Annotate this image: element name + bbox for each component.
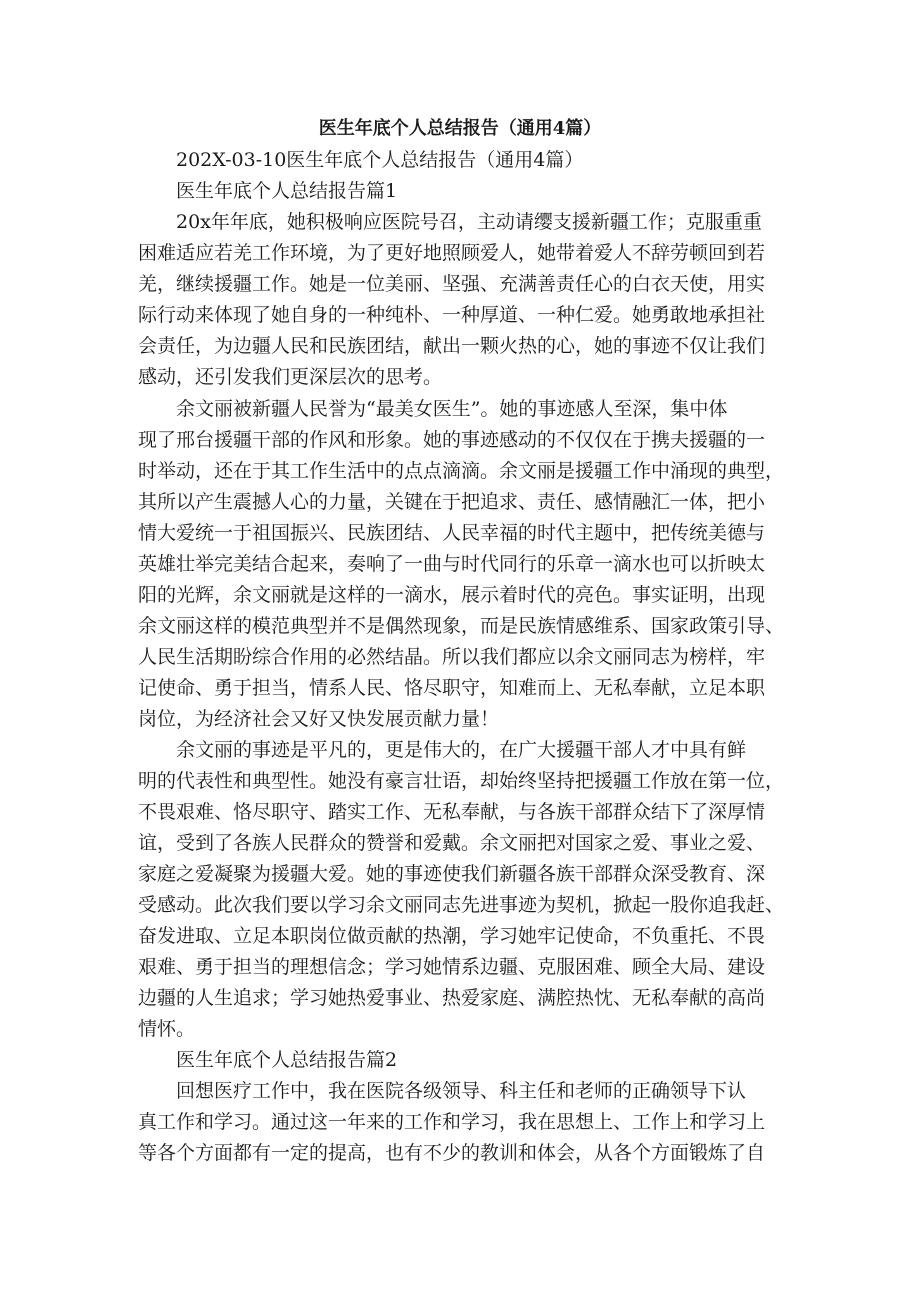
paragraph-line: 20x年年底，她积极响应医院号召，主动请缨支援新疆工作；克服重重 — [176, 211, 762, 233]
paragraph-line: 艰难、勇于担当的理想信念；学习她情系边疆、克服困难、顾全大局、建设 — [138, 956, 766, 978]
paragraph-line: 岗位，为经济社会又好又快发展贡献力量！ — [138, 708, 500, 730]
document-title: 医生年底个人总结报告（通用4篇） — [318, 118, 602, 139]
paragraph-line: 不畏艰难、恪尽职守、踏实工作、无私奉献，与各族干部群众结下了深厚情 — [138, 801, 766, 823]
paragraph-line: 情大爱统一于祖国振兴、民族团结、人民幸福的时代主题中，把传统美德与 — [138, 522, 766, 544]
paragraph-line: 谊，受到了各族人民群众的赞誉和爱戴。余文丽把对国家之爱、事业之爱、 — [138, 832, 766, 854]
paragraph-line: 余文丽这样的模范典型并不是偶然现象，而是民族情感维系、国家政策引导、 — [138, 615, 785, 637]
section-heading-1: 医生年底个人总结报告篇1 — [176, 180, 398, 202]
paragraph-line: 英雄壮举完美结合起来，奏响了一曲与时代同行的乐章一滴水也可以折映太 — [138, 553, 766, 575]
paragraph-line: 困难适应若羌工作环境，为了更好地照顾爱人，她带着爱人不辞劳顿回到若 — [138, 242, 766, 264]
paragraph-line: 阳的光辉，余文丽就是这样的一滴水，展示着时代的亮色。事实证明，出现 — [138, 584, 766, 606]
paragraph-line: 际行动来体现了她自身的一种纯朴、一种厚道、一种仁爱。她勇敢地承担社 — [138, 304, 766, 326]
paragraph-line: 余文丽的事迹是平凡的，更是伟大的，在广大援疆干部人才中具有鲜 — [176, 739, 747, 761]
paragraph-line: 真工作和学习。通过这一年来的工作和学习，我在思想上、工作上和学习上 — [138, 1111, 766, 1133]
date-line: 202X-03-10医生年底个人总结报告（通用4篇） — [176, 149, 584, 171]
paragraph-line: 明的代表性和典型性。她没有豪言壮语，却始终坚持把援疆工作放在第一位， — [138, 770, 785, 792]
paragraph-line: 边疆的人生追求；学习她热爱事业、热爱家庭、满腔热忱、无私奉献的高尚 — [138, 987, 766, 1009]
paragraph-line: 羌，继续援疆工作。她是一位美丽、坚强、充满善责任心的白衣天使，用实 — [138, 273, 766, 295]
paragraph-line: 余文丽被新疆人民誉为“最美女医生”。她的事迹感人至深，集中体 — [176, 398, 728, 420]
paragraph-line: 会责任，为边疆人民和民族团结，献出一颗火热的心，她的事迹不仅让我们 — [138, 335, 766, 357]
paragraph-line: 感动，还引发我们更深层次的思考。 — [138, 366, 443, 388]
paragraph-line: 受感动。此次我们要以学习余文丽同志先进事迹为契机，掀起一股你追我赶、 — [138, 894, 785, 916]
paragraph-line: 等各个方面都有一定的提高，也有不少的教训和体会，从各个方面锻炼了自 — [138, 1142, 766, 1164]
paragraph-line: 时举动，还在于其工作生活中的点点滴滴。余文丽是援疆工作中涌现的典型， — [138, 460, 785, 482]
section-heading-2: 医生年底个人总结报告篇2 — [176, 1049, 398, 1071]
paragraph-line: 现了邢台援疆干部的作风和形象。她的事迹感动的不仅仅在于携夫援疆的一 — [138, 429, 766, 451]
paragraph-line: 记使命、勇于担当，情系人民、恪尽职守，知难而上、无私奉献，立足本职 — [138, 677, 766, 699]
paragraph-line: 奋发进取、立足本职岗位做贡献的热潮，学习她牢记使命，不负重托、不畏 — [138, 925, 766, 947]
paragraph-line: 情怀。 — [138, 1018, 196, 1040]
paragraph-line: 人民生活期盼综合作用的必然结晶。所以我们都应以余文丽同志为榜样，牢 — [138, 646, 766, 668]
paragraph-line: 家庭之爱凝聚为援疆大爱。她的事迹使我们新疆各族干部群众深受教育、深 — [138, 863, 766, 885]
paragraph-line: 其所以产生震撼人心的力量，关键在于把追求、责任、感情融汇一体，把小 — [138, 491, 766, 513]
paragraph-line: 回想医疗工作中，我在医院各级领导、科主任和老师的正确领导下认 — [176, 1080, 747, 1102]
